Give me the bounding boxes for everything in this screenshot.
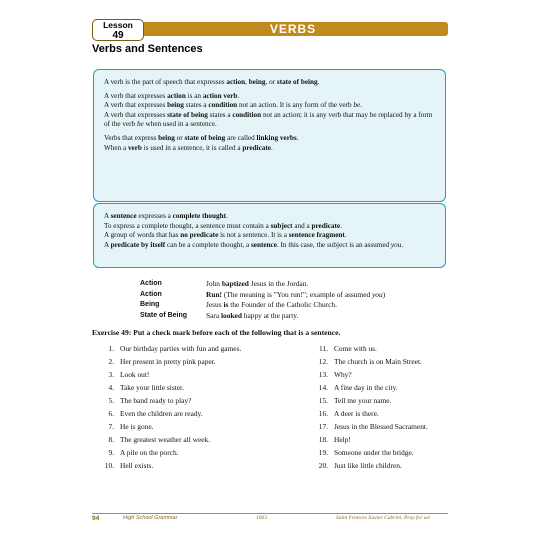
- exercise-item: [314, 420, 428, 433]
- bold-term: sentence: [250, 240, 277, 249]
- item-number: 6.: [108, 409, 114, 418]
- exercise-item: [314, 407, 428, 420]
- bold-term: sentence: [110, 212, 137, 220]
- bold-term: no predicate: [180, 231, 219, 240]
- item-text: Look out!: [120, 370, 150, 379]
- text-run: Jesus in the Jordan.: [248, 279, 309, 288]
- item-text: A deer is there.: [334, 409, 379, 418]
- text-run: When a: [104, 143, 128, 152]
- bold-term: Run!: [206, 289, 223, 299]
- example-type: Action: [140, 290, 162, 298]
- exercise-item: [100, 342, 241, 355]
- item-number: 9.: [108, 448, 114, 457]
- example-text: [206, 311, 298, 322]
- item-number: 7.: [108, 422, 114, 431]
- exercise-item: [314, 394, 428, 407]
- text-run: .: [270, 143, 273, 152]
- text-run: .: [401, 240, 404, 249]
- item-number: 15.: [318, 396, 328, 405]
- text-run: A group of words that has: [104, 231, 181, 240]
- exercise-item: [100, 368, 241, 381]
- item-number: 10.: [104, 461, 114, 470]
- item-number: 16.: [318, 409, 328, 418]
- text-run: A: [104, 212, 111, 220]
- item-text: A fine day in the city.: [334, 383, 398, 392]
- exercise-column-left: [100, 342, 241, 472]
- item-number: 5.: [108, 396, 114, 405]
- text-run: .: [344, 231, 347, 240]
- text-run: .: [237, 91, 240, 100]
- item-number: 19.: [318, 448, 328, 457]
- text-run: and a: [292, 221, 312, 230]
- book-title: High School Grammar: [123, 515, 178, 521]
- bold-term: verb: [127, 143, 142, 152]
- bold-term: being: [158, 133, 175, 142]
- bold-term: state of being: [167, 110, 208, 119]
- bold-term: sentence fragment: [288, 231, 345, 240]
- text-run: John: [206, 279, 222, 288]
- bold-term: subject: [270, 221, 293, 230]
- exercise-item: [314, 459, 428, 472]
- lesson-title: VERBS: [269, 22, 317, 36]
- text-run: ): [382, 289, 386, 299]
- text-run: expresses a: [136, 212, 173, 220]
- exercise-item: [314, 433, 428, 446]
- item-text: Come with us.: [334, 344, 377, 353]
- item-number: 3.: [108, 370, 114, 379]
- exercise-item: [314, 381, 428, 394]
- text-run: not an action; it is any verb that may be replaced by a form of the verb: [104, 110, 433, 129]
- text-run: .: [296, 133, 299, 142]
- exercise-item: [100, 407, 241, 420]
- text-run: A verb that expresses: [104, 91, 168, 100]
- text-run: . In this case, the subject is an assumed: [276, 240, 391, 249]
- bold-term: being: [167, 101, 184, 110]
- text-run: or: [174, 133, 185, 142]
- text-run: can be a complete thought, a: [165, 240, 251, 249]
- text-run: states a: [207, 110, 233, 119]
- text-run: A verb that expresses: [104, 101, 168, 110]
- italic-term: you: [372, 289, 383, 299]
- text-run: A verb is the part of speech that expresses: [104, 78, 227, 86]
- exercise-item: [100, 394, 241, 407]
- example-text: [206, 290, 385, 301]
- text-run: Sara: [206, 310, 221, 320]
- bold-term: is: [223, 300, 229, 310]
- footer-rule: [92, 513, 448, 514]
- exercise-item: [314, 446, 428, 459]
- bold-term: baptized: [221, 279, 249, 288]
- item-number: 18.: [318, 435, 328, 444]
- bold-term: complete thought: [172, 212, 226, 220]
- exercise-item: [100, 433, 241, 446]
- item-text: Our birthday parties with fun and games.: [120, 344, 242, 353]
- bold-term: predicate by itself: [110, 240, 166, 249]
- item-number: 4.: [108, 383, 114, 392]
- example-row: [140, 279, 385, 290]
- footer-motto: Saint Frances Xavier Cabrini, Pray for us!: [336, 515, 431, 521]
- text-run: A verb that expresses: [104, 110, 168, 119]
- exercise-column-right: [314, 342, 428, 472]
- exercise-item: [100, 446, 241, 459]
- item-text: Take your little sister.: [120, 383, 184, 392]
- exercise-item: [100, 459, 241, 472]
- exercise-item: [314, 368, 428, 381]
- item-number: 20.: [318, 461, 328, 470]
- page-number: 94: [92, 515, 100, 522]
- example-type: Action: [140, 280, 162, 287]
- bold-term: action: [226, 78, 246, 86]
- item-number: 8.: [108, 435, 114, 444]
- item-text: He is gone.: [120, 422, 154, 431]
- exercise-item: [100, 381, 241, 394]
- bold-term: being: [248, 78, 266, 86]
- item-number: 1.: [108, 344, 114, 353]
- definition-paragraph: [104, 92, 435, 130]
- bold-term: action verb: [202, 91, 238, 100]
- text-run: .: [225, 212, 228, 220]
- lesson-title-bar: [138, 22, 448, 36]
- item-number: 12.: [318, 357, 328, 366]
- text-run: (The meaning is "You run!"; example of assumed: [222, 289, 373, 299]
- item-text: Someone under the bridge.: [334, 448, 414, 457]
- item-text: Just like little children.: [334, 461, 402, 470]
- example-row: [140, 300, 385, 311]
- example-text: [206, 300, 337, 311]
- examples-list: [140, 279, 385, 321]
- example-row: [140, 290, 385, 301]
- text-run: To express a complete thought, a sentence must contain a: [104, 221, 271, 230]
- example-text: [206, 279, 308, 290]
- bold-term: predicate: [242, 143, 271, 152]
- item-text: Help!: [334, 435, 351, 444]
- text-run: is an: [185, 91, 203, 100]
- text-run: A: [104, 240, 111, 249]
- text-run: the Founder of the Catholic Church.: [228, 300, 337, 310]
- example-type: State of Being: [140, 311, 188, 319]
- text-run: states a: [183, 101, 209, 110]
- text-run: .: [360, 101, 362, 110]
- bold-term: looked: [220, 310, 242, 320]
- item-number: 11.: [319, 344, 328, 353]
- lesson-word: Lesson: [103, 20, 133, 30]
- italic-term: you: [390, 240, 402, 249]
- text-run: .: [317, 78, 320, 86]
- footer-code: 1063: [256, 515, 267, 521]
- definition-paragraph: [104, 212, 435, 250]
- bold-term: predicate: [311, 221, 341, 230]
- item-text: Even the children are ready.: [120, 409, 203, 418]
- text-run: ,: [245, 78, 249, 86]
- lesson-number: 49: [112, 29, 124, 41]
- example-row: [140, 311, 385, 322]
- item-text: The church is on Main Street.: [334, 357, 422, 366]
- exercise-item: [100, 355, 241, 368]
- item-text: Jesus in the Blessed Sacrament.: [334, 422, 428, 431]
- text-run: Verbs that express: [104, 133, 159, 142]
- bold-term: condition: [208, 101, 238, 110]
- item-text: Hell exists.: [120, 461, 154, 470]
- item-text: The band ready to play?: [120, 396, 192, 405]
- italic-term: be: [353, 101, 361, 110]
- text-run: is used in a sentence, it is called a: [141, 143, 243, 152]
- text-run: are called: [225, 133, 257, 142]
- definitions-box-verbs: [93, 69, 446, 202]
- item-number: 2.: [108, 357, 114, 366]
- exercise-item: [314, 342, 428, 355]
- item-text: A pile on the porch.: [120, 448, 179, 457]
- item-number: 13.: [318, 370, 328, 379]
- bold-term: linking verbs: [256, 133, 297, 142]
- bold-term: state of being: [184, 133, 226, 142]
- example-type: Being: [140, 301, 160, 309]
- bold-term: condition: [232, 110, 262, 119]
- item-text: The greatest weather all week.: [120, 435, 211, 444]
- text-run: Jesus: [206, 300, 224, 310]
- exercise-item: [100, 420, 241, 433]
- definition-paragraph: [104, 78, 435, 88]
- lesson-badge: [92, 19, 144, 41]
- text-run: when used in a sentence.: [143, 120, 217, 129]
- text-run: not an action. It is any form of the verb: [237, 101, 354, 110]
- item-number: 17.: [318, 422, 328, 431]
- text-run: .: [340, 221, 342, 230]
- bold-term: action: [167, 91, 186, 100]
- section-title: Verbs and Sentences: [92, 43, 203, 55]
- definition-paragraph: [104, 134, 435, 153]
- item-text: Tell me your name.: [334, 396, 392, 405]
- bold-term: state of being: [276, 78, 318, 86]
- exercise-item: [314, 355, 428, 368]
- text-run: happy at the party.: [241, 310, 299, 320]
- item-text: Her present in pretty pink paper.: [120, 357, 216, 366]
- definitions-box-sentences: [93, 203, 446, 268]
- text-run: , or: [265, 78, 277, 86]
- text-run: is not a sentence. It is a: [218, 231, 289, 240]
- item-number: 14.: [318, 383, 328, 392]
- italic-term: be: [136, 120, 144, 129]
- exercise-title: Exercise 49: Put a check mark before each of the following that is a sentence.: [92, 328, 341, 337]
- item-text: Why?: [334, 370, 352, 379]
